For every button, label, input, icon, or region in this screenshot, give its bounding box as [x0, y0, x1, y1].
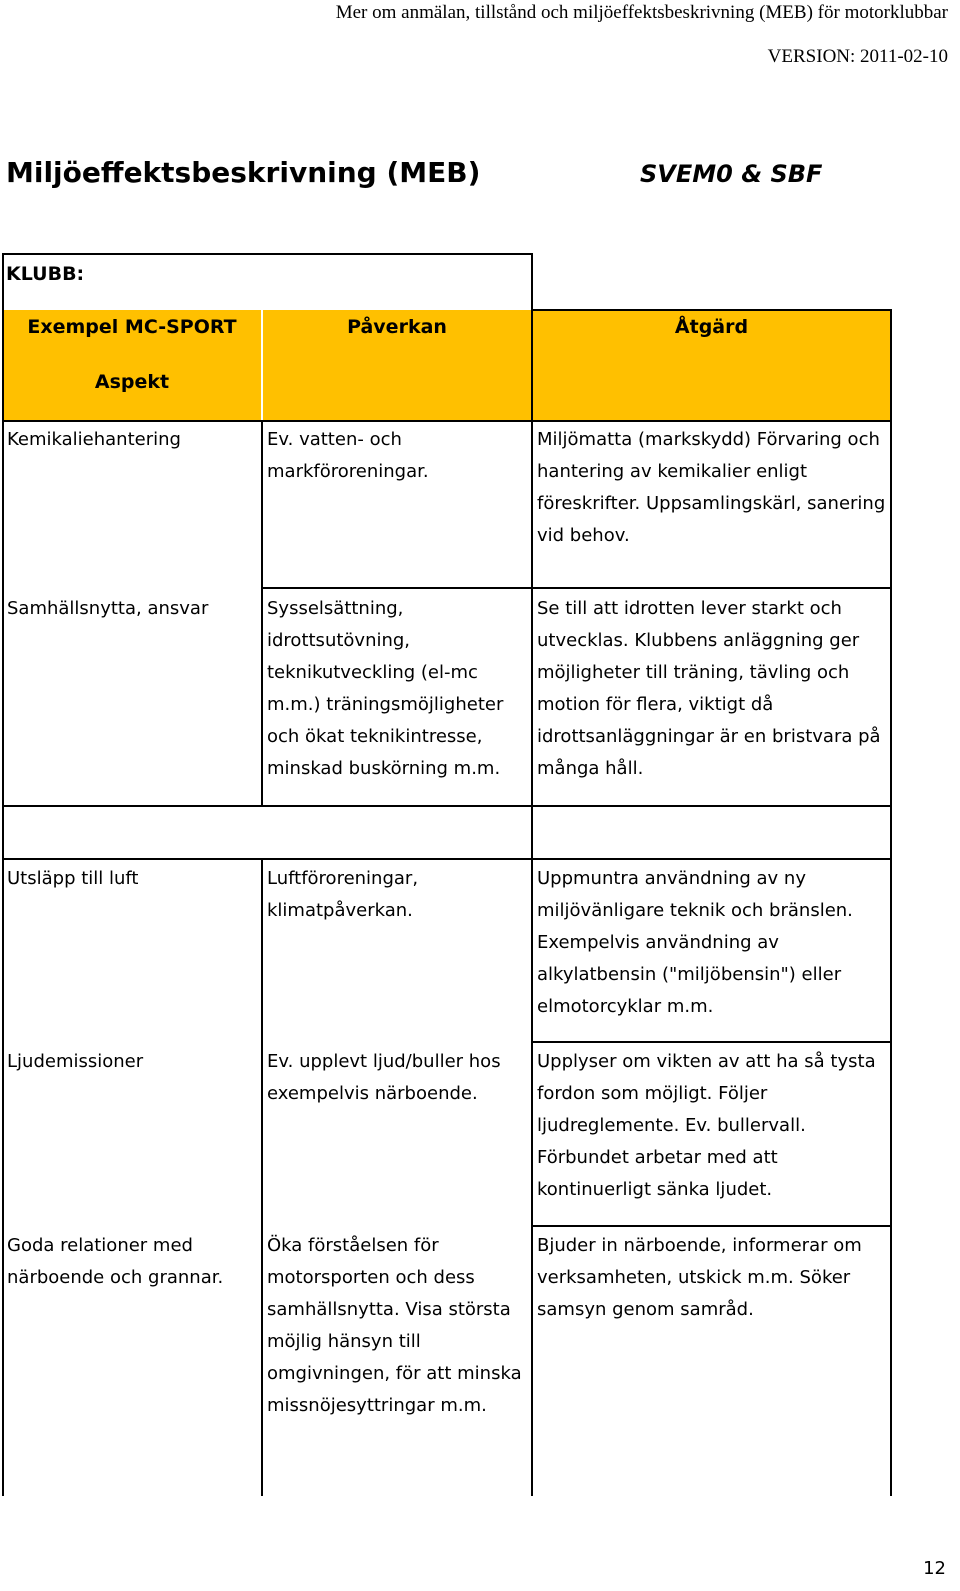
column-header-aspekt — [3, 310, 261, 420]
version-label: VERSION: 2011-02-10 — [767, 46, 948, 67]
table-row-3-aspekt: Utsläpp till luft — [7, 868, 139, 889]
table-row-3-atgard: Uppmuntra användning av ny miljövänligare teknik och bränslen. Exempelvis användning av alkylatbensin ("miljöbensin") eller elmotorcyklar m.m. — [537, 868, 853, 1017]
table-border-right — [890, 309, 892, 1496]
table-border-row-3 — [531, 1041, 892, 1043]
table-row-1-atgard: Miljömatta (markskydd) Förvaring och hantering av kemikalier enligt föreskrifter. Uppsamlingskärl, sanering vid behov. — [537, 429, 886, 546]
table-border-row-1 — [261, 587, 892, 589]
table-border-header-top — [531, 309, 892, 311]
table-row-5-atgard: Bjuder in närboende, informerar om verksamheten, utskick m.m. Söker samsyn genom samråd. — [537, 1235, 862, 1320]
table-border-col-2 — [531, 253, 533, 1496]
running-header-title: Mer om anmälan, tillstånd och miljöeffektsbeskrivning (MEB) för motorklubbar — [335, 2, 948, 23]
organization-label: SVEM0 & SBF — [640, 160, 823, 188]
table-row-4-aspekt: Ljudemissioner — [7, 1051, 144, 1072]
column-header-paverkan-label: Påverkan — [347, 316, 447, 338]
column-header-paverkan — [263, 310, 531, 420]
column-header-aspekt-line2: Aspekt — [94, 371, 170, 393]
table-border-row-2 — [2, 805, 892, 807]
klubb-label: KLUBB: — [6, 263, 85, 285]
table-border-col-1-lower — [261, 858, 263, 1496]
table-row-1-aspekt: Kemikaliehantering — [7, 429, 181, 450]
column-header-aspekt-line1: Exempel MC-SPORT — [27, 316, 237, 338]
table-row-4-paverkan: Ev. upplevt ljud/buller hos exempelvis närboende. — [267, 1051, 501, 1104]
table-border-header-bottom — [2, 420, 892, 422]
table-row-5-paverkan: Öka förståelsen för motorsporten och dess samhällsnytta. Visa största möjlig hänsyn till omgivningen, för att minska missnöjesyttringar m.m. — [267, 1235, 522, 1416]
table-row-2-aspekt: Samhällsnytta, ansvar — [7, 598, 209, 619]
table-row-1-paverkan: Ev. vatten- och markföroreningar. — [267, 429, 429, 482]
table-row-2-paverkan: Sysselsättning, idrottsutövning, teknikutveckling (el-mc m.m.) träningsmöjligheter och ökat teknikintresse, minskad buskörning m.m. — [267, 598, 504, 779]
table-border-top — [2, 253, 533, 255]
page-number: 12 — [923, 1558, 946, 1579]
table-border-row-4 — [531, 1225, 892, 1227]
table-row-3-paverkan: Luftföroreningar, klimatpåverkan. — [267, 868, 419, 921]
table-border-left — [2, 253, 4, 1496]
table-border-spacer — [2, 858, 892, 860]
column-header-atgard — [533, 310, 890, 420]
column-header-atgard-label: Åtgärd — [674, 316, 749, 338]
document-title: Miljöeffektsbeskrivning (MEB) — [6, 156, 481, 189]
table-row-4-atgard: Upplyser om vikten av att ha så tysta fordon som möjligt. Följer ljudreglemente. Ev. bullervall. Förbundet arbetar med att kontinuerligt sänka ljudet. — [537, 1051, 876, 1200]
table-row-5-aspekt: Goda relationer med närboende och grannar. — [7, 1235, 224, 1288]
table-border-col-1-upper — [261, 420, 263, 807]
table-row-2-atgard: Se till att idrotten lever starkt och utvecklas. Klubbens anläggning ger möjligheter till träning, tävling och motion för flera, viktigt då idrottsanläggningar är en bristvara på många håll. — [537, 598, 881, 779]
